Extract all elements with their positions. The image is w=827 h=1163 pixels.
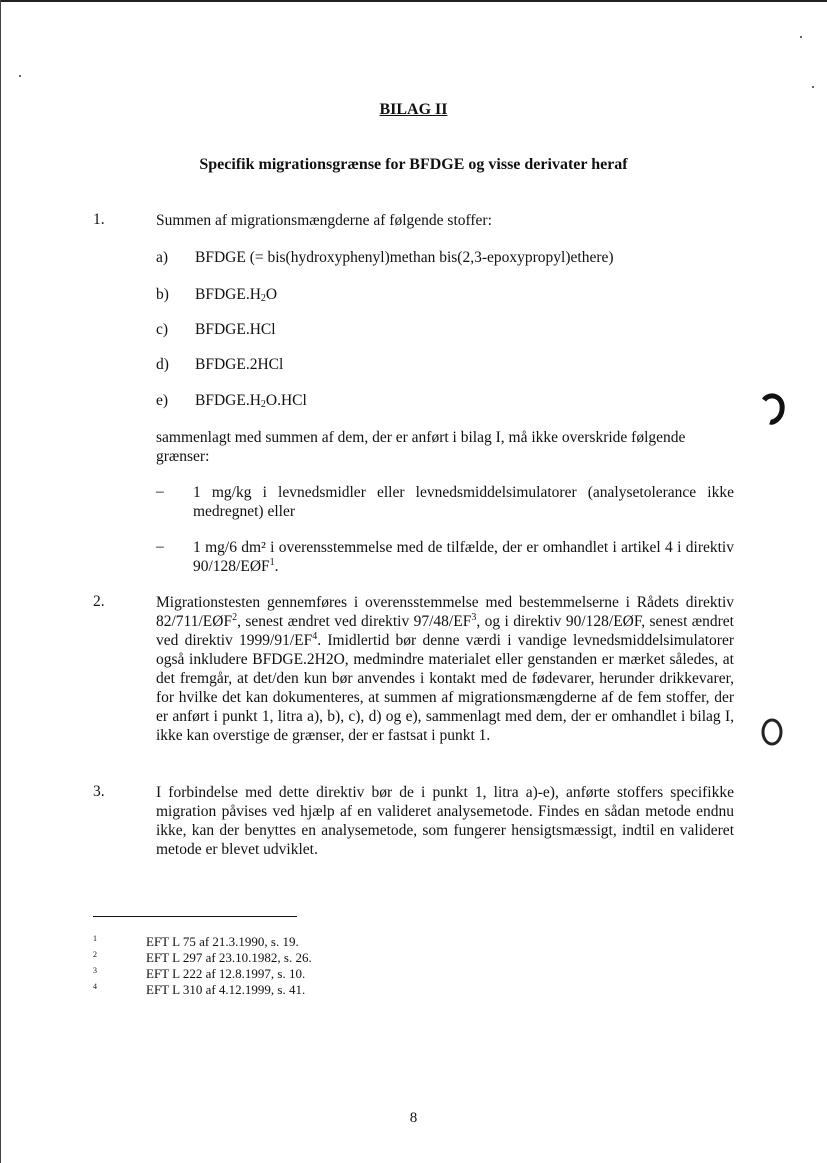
top-border — [0, 0, 827, 2]
section-1-intro: Summen af migrationsmængderne af følgende stoffer: — [156, 212, 492, 229]
scan-speck — [19, 75, 21, 77]
item-text-c: BFDGE.HCl — [195, 321, 276, 338]
page-title: BILAG II — [379, 101, 448, 118]
scan-speck — [812, 86, 814, 88]
section-number-2: 2. — [93, 593, 105, 610]
section-2-text: Migrationstesten gennemføres i overensstemmelse med bestemmelserne i Rådets direktiv 82/711/EØF$^2$, senest ændret ved direktiv $97/48/EF^3$, og i direktiv 90/128/EØF, senest ændret ved direktiv $1999/91/EF^4$. Imidlertid bør denne værdi i vandige levnedsmiddelsimulatorer også inkludere BFDGE.2H2O, medmindre materialet eller genstanden er mærket således, at det fremgår, at det/den kun bør anvendes i kontakt med de fødevarer, herunder drikkevarer, for hvilke det kan dokumenteres, at summen af migrationsmængderne af de fem stoffer, der er anført i punkt 1, litra a), b), c), d) og e), sammenlagt med dem, der er omhandlet i bilag I, ikke kan overstige de grænser, der er fastsat i punkt 1. — [156, 594, 735, 744]
page-number: 8 — [409, 1110, 418, 1126]
dash-mark-1: – — [156, 483, 164, 500]
footnote-ref-1: 1 — [269, 557, 275, 568]
section-number-3: 3. — [93, 783, 105, 800]
footnote-text-2: EFT L 297 af 23.10.1982, s. 26. — [146, 950, 312, 965]
dash-text-1: 1 mg/kg i levnedsmidler eller levnedsmiddelsimulatorer (analysetolerance ikke medregnet) eller — [193, 484, 734, 520]
footnote-number-1: 1 — [93, 934, 97, 943]
footnote-text-3: EFT L 222 af 12.8.1997, s. 10. — [146, 966, 306, 981]
dash-mark-2: – — [156, 538, 164, 555]
scan-speck — [800, 36, 802, 38]
left-border — [0, 0, 1, 1163]
footnote-number-2: 2 — [93, 950, 97, 959]
footnote-text-1: EFT L 75 af 21.3.1990, s. 19. — [146, 934, 299, 949]
item-text-a: BFDGE (= bis(hydroxyphenyl)methan bis(2,3-epoxypropyl)ethere) — [195, 249, 614, 266]
item-text-d: BFDGE.2HCl — [195, 356, 284, 373]
item-letter-e: e) — [156, 392, 169, 409]
footnote-text-4: EFT L 310 af 4.12.1999, s. 41. — [146, 982, 306, 997]
punch-hole-mark-upper — [758, 392, 788, 426]
footnote-separator — [93, 916, 297, 917]
page-subtitle: Specifik migrationsgrænse for BFDGE og visse derivater heraf — [199, 156, 628, 173]
footnote-ref-3: 3 — [471, 612, 477, 623]
footnote-number-3: 3 — [93, 966, 97, 975]
section-3-text: I forbindelse med dette direktiv bør de i punkt 1, litra a)-e), anførte stoffers specifikke migration påvises ved hjælp af en valideret analysemetode. Findes en sådan metode endnu ikke, kan der benyttes en analysemetode, som fungerer hensigtsmæssigt, indtil en valideret metode er blevet udviklet. — [156, 784, 734, 858]
item-letter-a: a) — [156, 249, 169, 266]
section-1-after: sammenlagt med summen af dem, der er anført i bilag I, må ikke overskride følgende grænser: — [156, 429, 686, 465]
punch-hole-mark-lower — [758, 716, 788, 748]
footnote-ref-2: 2 — [232, 612, 238, 623]
item-letter-d: d) — [156, 356, 169, 373]
item-letter-b: b) — [156, 286, 169, 303]
dash-text-2: 1 mg/6 dm² i overensstemmelse med de tilfælde, der er omhandlet i artikel 4 i direktiv 90/128/EØF$^1$. — [193, 539, 734, 575]
footnote-number-4: 4 — [93, 982, 97, 991]
section-number-1: 1. — [93, 211, 105, 228]
footnote-ref-4: 4 — [312, 631, 318, 642]
item-text-b: $BFDGE.H_2O$ — [195, 286, 278, 304]
item-letter-c: c) — [156, 321, 169, 338]
item-text-e: $BFDGE.H_2O.HCl$ — [195, 392, 307, 410]
